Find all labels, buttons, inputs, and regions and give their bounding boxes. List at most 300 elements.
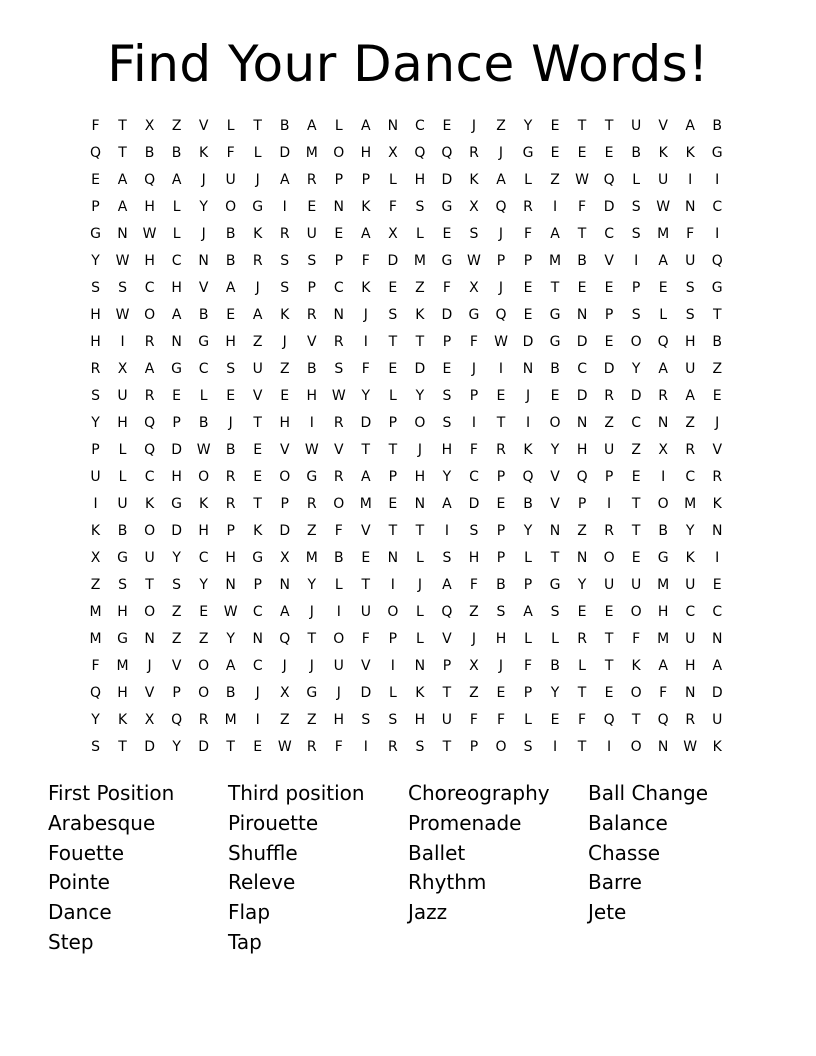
grid-letter: B xyxy=(550,361,560,377)
grid-letter: H xyxy=(225,334,236,350)
grid-letter: A xyxy=(685,388,695,404)
grid-letter: Q xyxy=(144,415,156,431)
grid-letter: R xyxy=(144,334,155,350)
grid-letter: R xyxy=(306,496,317,512)
grid-letter: S xyxy=(172,577,182,593)
grid-letter: J xyxy=(525,388,531,404)
grid-letter: P xyxy=(280,496,289,512)
grid-letter: N xyxy=(333,199,345,215)
grid-letter: T xyxy=(253,118,262,134)
grid-letter: P xyxy=(523,685,533,701)
grid-letter: N xyxy=(387,118,399,134)
grid-letter: D xyxy=(441,307,453,323)
grid-letter: Q xyxy=(441,145,453,161)
grid-letter: P xyxy=(604,307,614,323)
grid-letter: J xyxy=(498,145,504,161)
grid-letter: E xyxy=(388,496,398,512)
grid-letter: E xyxy=(442,226,452,242)
grid-letter: Z xyxy=(604,415,614,431)
grid-letter: K xyxy=(90,523,101,539)
grid-letter: I xyxy=(715,172,720,188)
word-item: Ball Change xyxy=(588,781,709,805)
grid-letter: H xyxy=(576,442,588,458)
grid-letter: K xyxy=(685,145,695,161)
grid-letter: J xyxy=(498,226,504,242)
grid-letter: J xyxy=(201,226,206,242)
grid-letter: J xyxy=(471,361,477,377)
grid-letter: T xyxy=(604,658,614,674)
grid-letter: I xyxy=(444,523,449,539)
grid-letter: S xyxy=(388,712,398,728)
grid-letter: F xyxy=(578,712,587,728)
grid-letter: N xyxy=(576,307,588,323)
grid-letter: V xyxy=(334,442,344,458)
grid-letter: U xyxy=(685,253,696,269)
grid-letter: I xyxy=(363,334,368,350)
grid-letter: K xyxy=(712,496,722,512)
grid-letter: X xyxy=(469,658,479,674)
grid-letter: R xyxy=(496,442,506,458)
grid-letter: N xyxy=(711,523,723,539)
grid-letter: Q xyxy=(603,172,615,188)
grid-letter: D xyxy=(576,388,588,404)
grid-letter: T xyxy=(631,496,641,512)
grid-letter: E xyxy=(658,280,668,296)
grid-letter: L xyxy=(524,550,532,566)
grid-letter: B xyxy=(712,118,723,134)
grid-letter: F xyxy=(388,199,397,215)
grid-letter: U xyxy=(225,172,236,188)
grid-letter: S xyxy=(91,280,100,296)
grid-letter: D xyxy=(144,739,155,755)
grid-letter: T xyxy=(415,523,425,539)
grid-letter: V xyxy=(279,442,290,458)
grid-letter: P xyxy=(388,469,398,485)
grid-letter: G xyxy=(90,226,101,242)
grid-letter: X xyxy=(469,199,479,215)
grid-letter: Z xyxy=(171,118,182,134)
grid-letter: F xyxy=(469,334,478,350)
grid-letter: O xyxy=(414,415,426,431)
grid-letter: Y xyxy=(199,577,208,593)
grid-letter: K xyxy=(361,199,371,215)
grid-letter: I xyxy=(498,361,504,377)
grid-letter: Q xyxy=(657,712,669,728)
word-item: Dance xyxy=(48,900,112,925)
grid-letter: W xyxy=(142,226,157,242)
word-item: Pointe xyxy=(48,870,110,895)
grid-letter: V xyxy=(252,388,263,404)
grid-letter: G xyxy=(549,577,561,593)
grid-letter: E xyxy=(631,469,641,485)
grid-letter: I xyxy=(634,253,639,269)
grid-letter: O xyxy=(387,604,399,620)
grid-letter: A xyxy=(171,307,182,323)
grid-letter: J xyxy=(498,280,504,296)
grid-letter: F xyxy=(334,523,343,539)
grid-letter: E xyxy=(604,334,614,350)
grid-letter: G xyxy=(468,307,480,323)
grid-letter: W xyxy=(467,253,481,269)
grid-letter: S xyxy=(280,280,290,296)
grid-letter: T xyxy=(361,577,371,593)
grid-letter: Y xyxy=(307,577,317,593)
grid-letter: Z xyxy=(496,118,506,134)
grid-letter: E xyxy=(712,577,722,593)
grid-letter: P xyxy=(631,280,641,296)
grid-letter: T xyxy=(307,631,317,647)
grid-letter: E xyxy=(388,361,398,377)
grid-letter: E xyxy=(307,199,317,215)
grid-letter: H xyxy=(684,658,696,674)
grid-letter: F xyxy=(578,199,587,215)
grid-letter: O xyxy=(630,604,642,620)
grid-letter: U xyxy=(685,361,696,377)
grid-letter: E xyxy=(496,388,506,404)
grid-letter: I xyxy=(715,550,720,566)
grid-letter: N xyxy=(684,199,696,215)
grid-letter: S xyxy=(442,415,452,431)
grid-row xyxy=(82,653,742,680)
grid-letter: X xyxy=(658,442,668,458)
grid-letter: D xyxy=(441,172,453,188)
grid-letter: Q xyxy=(144,442,156,458)
grid-letter: J xyxy=(282,334,287,350)
grid-letter: D xyxy=(576,334,588,350)
grid-letter: R xyxy=(577,631,587,647)
grid-letter: K xyxy=(523,442,533,458)
grid-letter: S xyxy=(91,388,100,404)
grid-letter: K xyxy=(415,307,425,323)
grid-letter: H xyxy=(495,631,507,647)
grid-letter: J xyxy=(471,118,477,134)
grid-letter: Z xyxy=(577,523,587,539)
word-item: Fouette xyxy=(48,840,124,865)
grid-letter: Y xyxy=(361,388,371,404)
grid-letter: A xyxy=(144,361,155,377)
grid-letter: Y xyxy=(442,469,452,485)
grid-letter: K xyxy=(415,685,425,701)
grid-letter: A xyxy=(361,118,371,134)
grid-letter: E xyxy=(631,550,641,566)
grid-letter: R xyxy=(333,469,344,485)
grid-letter: J xyxy=(309,658,314,674)
grid-letter: N xyxy=(522,361,534,377)
grid-letter: H xyxy=(171,280,182,296)
grid-letter: J xyxy=(147,658,152,674)
grid-letter: B xyxy=(225,442,236,458)
grid-letter: L xyxy=(415,226,424,242)
grid-letter: R xyxy=(604,388,614,404)
grid-letter: S xyxy=(415,199,425,215)
grid-letter: A xyxy=(225,280,236,296)
grid-letter: G xyxy=(171,361,183,377)
grid-letter: C xyxy=(604,226,614,242)
grid-letter: V xyxy=(144,685,155,701)
grid-letter: E xyxy=(199,604,209,620)
grid-letter: Y xyxy=(91,712,100,728)
grid-letter: L xyxy=(253,145,262,161)
grid-letter: O xyxy=(630,334,642,350)
grid-letter: P xyxy=(91,442,100,458)
grid-letter: A xyxy=(361,226,371,242)
grid-letter: A xyxy=(442,577,452,593)
grid-letter: J xyxy=(255,280,260,296)
grid-letter: M xyxy=(89,604,102,620)
grid-letter: T xyxy=(226,739,235,755)
grid-letter: D xyxy=(603,199,615,215)
grid-letter: T xyxy=(550,280,560,296)
grid-letter: N xyxy=(144,631,155,647)
grid-letter: O xyxy=(144,604,156,620)
grid-letter: M xyxy=(684,496,697,512)
grid-letter: P xyxy=(388,631,398,647)
grid-letter: G xyxy=(549,307,561,323)
grid-letter: G xyxy=(711,145,723,161)
grid-letter: B xyxy=(496,577,506,593)
grid-letter: Y xyxy=(415,388,425,404)
word-item: Promenade xyxy=(408,810,522,835)
grid-letter: T xyxy=(118,739,127,755)
grid-letter: M xyxy=(224,712,237,728)
grid-letter: L xyxy=(524,712,532,728)
grid-letter: D xyxy=(414,361,426,377)
word-item: Rhythm xyxy=(408,870,487,895)
grid-letter: T xyxy=(577,739,587,755)
grid-letter: Q xyxy=(657,334,669,350)
grid-letter: Y xyxy=(550,442,560,458)
word-item: Arabesque xyxy=(48,810,156,835)
grid-letter: H xyxy=(117,685,128,701)
grid-letter: H xyxy=(441,442,453,458)
grid-letter: E xyxy=(361,550,371,566)
grid-letter: C xyxy=(333,280,344,296)
grid-letter: O xyxy=(630,685,642,701)
grid-letter: H xyxy=(90,307,101,323)
grid-letter: P xyxy=(604,469,614,485)
grid-letter: F xyxy=(523,658,533,674)
grid-letter: Y xyxy=(226,631,235,647)
grid-letter: P xyxy=(496,253,506,269)
grid-letter: J xyxy=(201,172,206,188)
grid-letter: O xyxy=(279,469,291,485)
grid-letter: V xyxy=(361,658,371,674)
grid-letter: Y xyxy=(172,739,181,755)
grid-letter: H xyxy=(333,712,345,728)
grid-letter: X xyxy=(144,712,155,728)
grid-letter: M xyxy=(116,658,129,674)
grid-letter: I xyxy=(661,469,666,485)
grid-letter: K xyxy=(361,280,371,296)
grid-letter: S xyxy=(469,523,479,539)
grid-letter: L xyxy=(118,442,127,458)
grid-letter: L xyxy=(415,550,424,566)
grid-letter: I xyxy=(255,712,260,728)
grid-letter: P xyxy=(307,280,316,296)
grid-letter: R xyxy=(252,253,263,269)
grid-letter: X xyxy=(90,550,101,566)
grid-letter: A xyxy=(658,253,668,269)
grid-letter: E xyxy=(523,280,533,296)
grid-letter: E xyxy=(550,118,560,134)
grid-letter: H xyxy=(414,469,426,485)
word-list xyxy=(48,779,768,958)
grid-letter: N xyxy=(711,631,723,647)
grid-letter: Z xyxy=(171,604,182,620)
grid-letter: J xyxy=(255,172,260,188)
grid-letter: Y xyxy=(523,523,533,539)
grid-letter: S xyxy=(469,226,479,242)
grid-letter: Z xyxy=(306,712,317,728)
grid-letter: D xyxy=(171,442,182,458)
grid-letter: B xyxy=(712,334,723,350)
grid-letter: K xyxy=(658,145,668,161)
grid-letter: G xyxy=(198,334,210,350)
grid-letter: K xyxy=(253,226,263,242)
grid-letter: P xyxy=(442,334,452,350)
grid-letter: P xyxy=(388,415,398,431)
grid-letter: A xyxy=(496,172,506,188)
grid-letter: E xyxy=(172,388,182,404)
grid-letter: L xyxy=(551,631,559,647)
grid-letter: F xyxy=(361,253,370,269)
grid-letter: W xyxy=(196,442,211,458)
grid-letter: G xyxy=(441,253,453,269)
grid-row xyxy=(82,383,742,410)
grid-letter: K xyxy=(199,145,209,161)
grid-letter: H xyxy=(468,550,480,566)
grid-letter: Z xyxy=(252,334,263,350)
grid-row xyxy=(82,167,742,194)
grid-letter: F xyxy=(523,226,533,242)
grid-letter: B xyxy=(144,145,155,161)
grid-letter: A xyxy=(279,604,290,620)
grid-letter: Z xyxy=(685,415,695,431)
grid-letter: D xyxy=(360,415,372,431)
grid-letter: B xyxy=(550,658,560,674)
grid-letter: P xyxy=(496,550,506,566)
grid-letter: O xyxy=(630,739,642,755)
grid-letter: V xyxy=(712,442,723,458)
grid-letter: Z xyxy=(279,361,290,377)
grid-letter: L xyxy=(578,658,586,674)
grid-letter: F xyxy=(496,712,506,728)
grid-letter: H xyxy=(144,199,155,215)
grid-letter: S xyxy=(496,604,506,620)
grid-letter: Q xyxy=(522,469,534,485)
grid-letter: R xyxy=(306,172,317,188)
grid-letter: N xyxy=(414,496,426,512)
grid-letter: T xyxy=(253,496,262,512)
grid-letter: R xyxy=(306,739,317,755)
grid-row xyxy=(82,221,742,248)
grid-letter: F xyxy=(632,631,641,647)
grid-letter: L xyxy=(415,604,424,620)
grid-letter: U xyxy=(360,604,371,620)
grid-row xyxy=(82,572,742,599)
word-column xyxy=(408,779,588,958)
grid-letter: Q xyxy=(711,253,723,269)
grid-letter: R xyxy=(333,415,344,431)
grid-letter: N xyxy=(117,226,128,242)
grid-letter: S xyxy=(307,253,317,269)
grid-letter: V xyxy=(442,631,452,647)
grid-letter: U xyxy=(603,442,615,458)
grid-letter: M xyxy=(413,253,426,269)
grid-letter: Q xyxy=(279,631,291,647)
grid-letter: H xyxy=(90,334,101,350)
grid-letter: T xyxy=(145,577,154,593)
grid-letter: Y xyxy=(91,253,100,269)
grid-letter: G xyxy=(711,280,723,296)
grid-letter: Z xyxy=(469,685,479,701)
grid-letter: B xyxy=(198,415,209,431)
grid-letter: I xyxy=(552,739,558,755)
grid-letter: R xyxy=(198,712,209,728)
grid-letter: Z xyxy=(415,280,425,296)
grid-letter: H xyxy=(306,388,318,404)
grid-letter: Q xyxy=(90,145,102,161)
grid-letter: F xyxy=(91,118,100,134)
grid-letter: B xyxy=(523,496,533,512)
grid-letter: E xyxy=(91,172,100,188)
grid-letter: D xyxy=(360,685,372,701)
grid-letter: Z xyxy=(90,577,101,593)
grid-letter: G xyxy=(252,550,264,566)
grid-row xyxy=(82,113,742,140)
grid-letter: T xyxy=(388,334,398,350)
grid-letter: E xyxy=(388,280,398,296)
grid-letter: O xyxy=(198,658,210,674)
grid-letter: Q xyxy=(576,469,588,485)
grid-letter: K xyxy=(117,712,128,728)
grid-letter: R xyxy=(712,469,723,485)
grid-letter: N xyxy=(657,739,669,755)
grid-letter: D xyxy=(387,253,399,269)
grid-letter: B xyxy=(117,523,128,539)
grid-letter: L xyxy=(415,631,424,647)
grid-letter: I xyxy=(390,658,395,674)
grid-letter: O xyxy=(549,415,561,431)
grid-letter: N xyxy=(279,577,290,593)
grid-letter: R xyxy=(469,145,479,161)
grid-letter: H xyxy=(198,523,209,539)
grid-letter: E xyxy=(604,604,614,620)
grid-letter: Y xyxy=(172,550,181,566)
grid-letter: U xyxy=(631,577,642,593)
grid-letter: P xyxy=(361,172,371,188)
grid-letter: N xyxy=(198,253,209,269)
grid-letter: R xyxy=(658,388,669,404)
grid-letter: P xyxy=(523,577,533,593)
grid-letter: K xyxy=(253,523,263,539)
grid-letter: E xyxy=(577,604,587,620)
grid-letter: J xyxy=(336,685,341,701)
grid-letter: F xyxy=(659,685,668,701)
grid-letter: T xyxy=(577,226,587,242)
grid-letter: W xyxy=(115,253,130,269)
grid-letter: W xyxy=(656,199,671,215)
grid-letter: U xyxy=(90,469,101,485)
grid-letter: T xyxy=(631,523,641,539)
grid-letter: L xyxy=(524,631,532,647)
word-item: Releve xyxy=(228,870,296,895)
grid-letter: P xyxy=(496,523,506,539)
grid-row xyxy=(82,437,742,464)
grid-letter: M xyxy=(89,631,102,647)
grid-letter: H xyxy=(117,415,128,431)
grid-letter: Q xyxy=(171,712,183,728)
